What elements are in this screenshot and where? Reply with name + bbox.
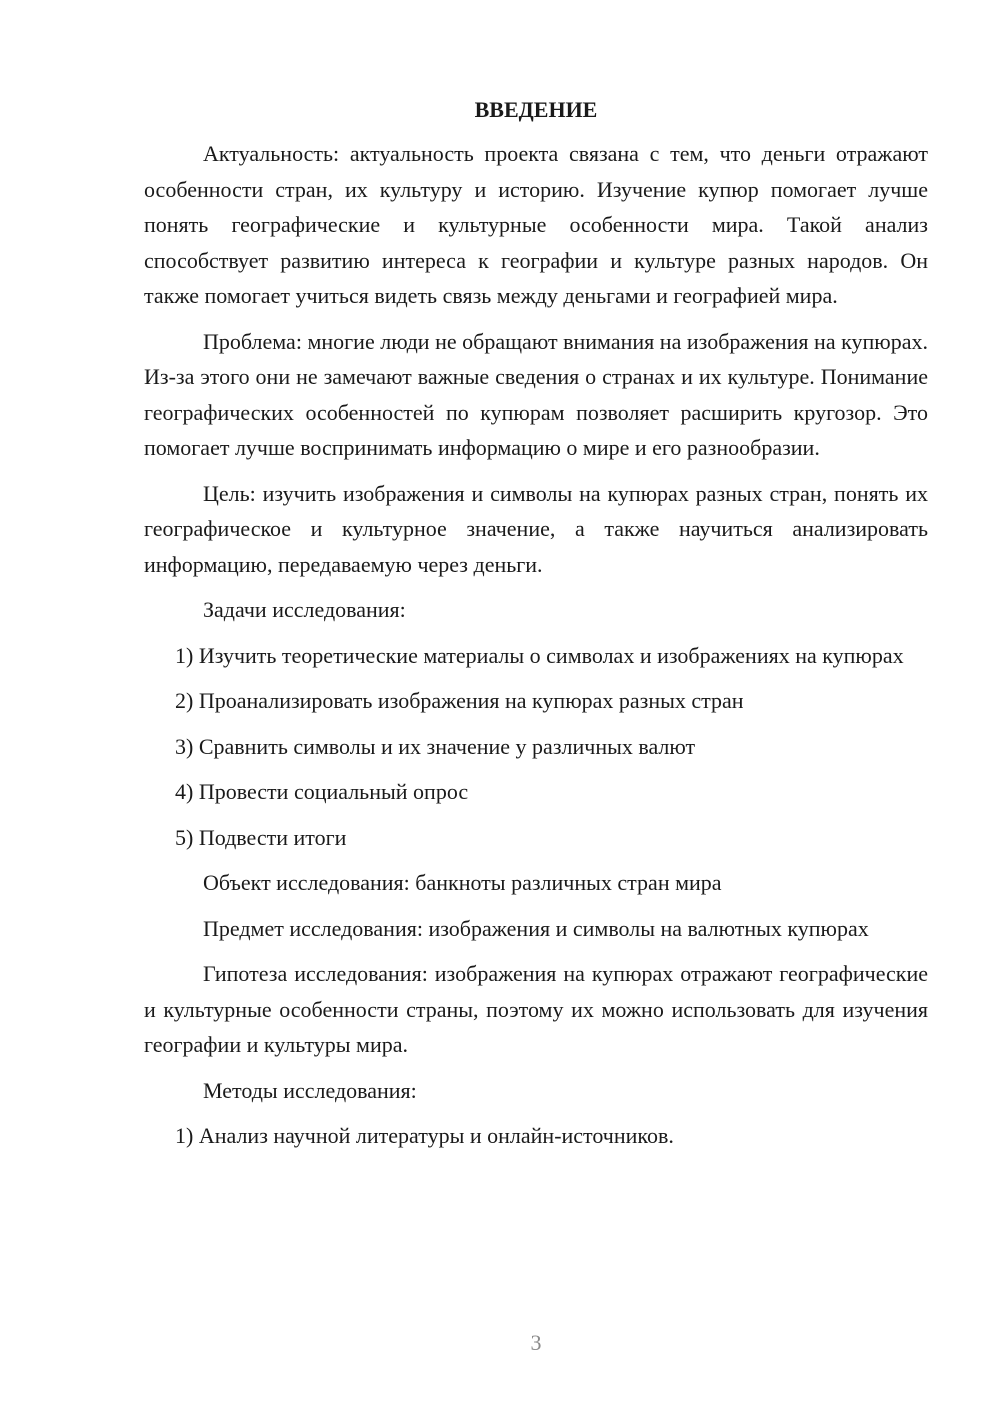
method-item-1: 1) Анализ научной литературы и онлайн-источников.: [175, 1123, 674, 1148]
methods-heading: Методы исследования:: [203, 1077, 417, 1103]
task-item-5: 5) Подвести итоги: [175, 824, 347, 850]
tasks-heading: Задачи исследования:: [203, 597, 406, 622]
goal-paragraph: Цель: изучить изображения и символы на купюрах разных стран, понять их географическое и культурное значение, а также научиться анализировать информацию, передаваемую через деньги.: [144, 480, 928, 577]
task-item-3: 3) Сравнить символы и их значение у различных валют: [175, 733, 696, 759]
relevance-paragraph: Актуальность: актуальность проекта связана с тем, что деньги отражают особенности стран, их культуру и историю. Изучение купюр помогает лучше понять географические и культурные особенности мира. Такой анализ способствует развитию интереса к географии и культуре разных народов. Он также помогает учиться видеть связь между деньгами и географией мира.: [144, 141, 928, 308]
object-paragraph: Объект исследования: банкноты различных стран мира: [203, 870, 722, 895]
document-page: [144, 92, 928, 1164]
hypothesis-paragraph: Гипотеза исследования: изображения на купюрах отражают географические и культурные особенности страны, поэтому их можно использовать для изучения географии и культуры мира.: [144, 961, 928, 1057]
problem-paragraph: Проблема: многие люди не обращают внимания на изображения на купюрах. Из-за этого они не замечают важные сведения о странах и их культуре. Понимание географических особенностей по купюрам позволяет расширить кругозор. Это помогает лучше воспринимать информацию о мире и его разнообразии.: [144, 328, 928, 460]
tasks-list: [144, 638, 928, 856]
subject-paragraph: Предмет исследования: изображения и символы на валютных купюрах: [203, 915, 869, 941]
task-item-2: 2) Проанализировать изображения на купюрах разных стран: [175, 688, 744, 713]
section-title: ВВЕДЕНИЕ: [474, 97, 598, 122]
task-item-4: 4) Провести социальный опрос: [175, 779, 469, 804]
methods-list: [144, 1118, 928, 1154]
page-number: 3: [530, 1330, 542, 1355]
task-item-1: 1) Изучить теоретические материалы о символах и изображениях на купюрах: [175, 642, 904, 668]
